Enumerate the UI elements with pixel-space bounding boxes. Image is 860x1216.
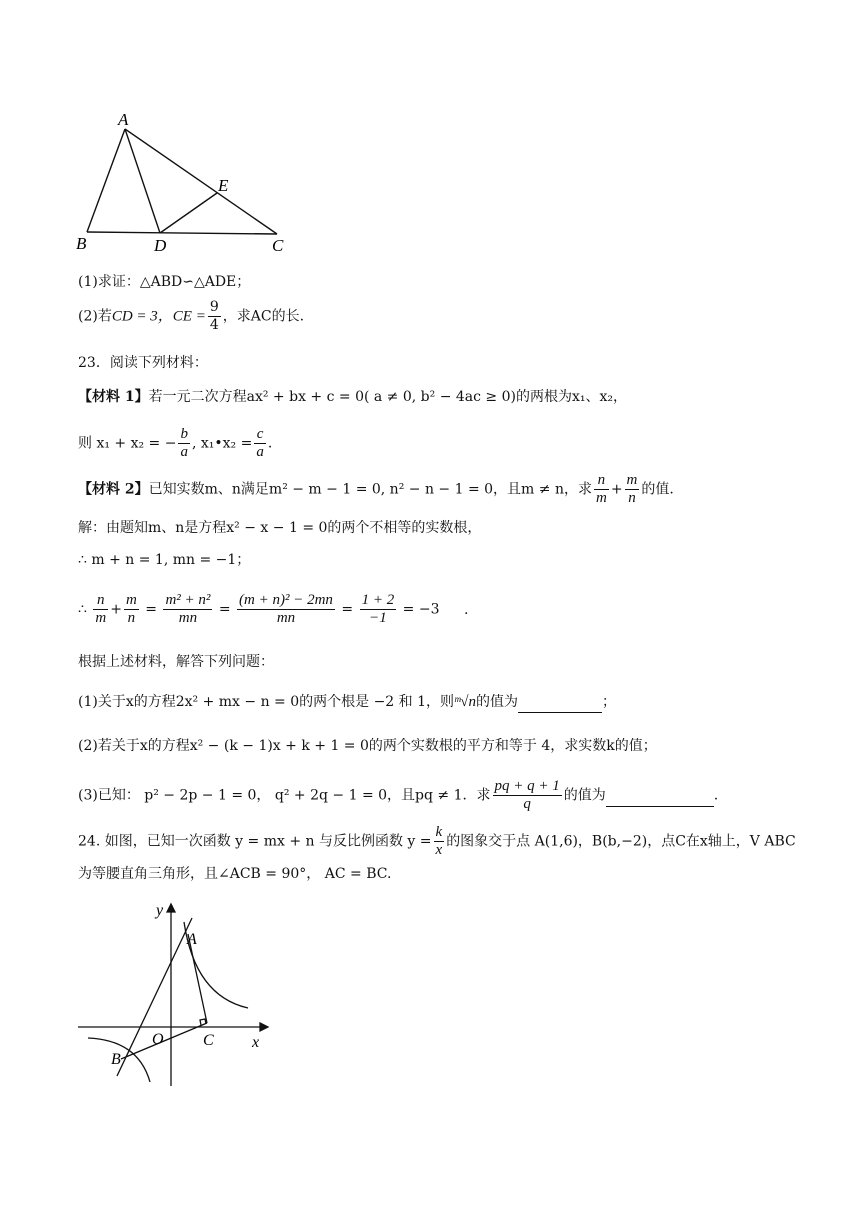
fraction-denominator: n xyxy=(127,610,136,626)
period: . xyxy=(713,787,719,804)
material1-tag: 【材料 1】 xyxy=(78,389,149,405)
fraction-denominator: mn xyxy=(276,610,296,626)
fraction-numerator: m xyxy=(626,472,638,488)
fraction-c-a xyxy=(254,426,266,461)
x-axis-arrow xyxy=(260,1023,268,1031)
fraction-pq xyxy=(493,778,562,813)
fraction-numerator: n xyxy=(93,592,108,610)
fraction-denominator: −1 xyxy=(369,610,387,626)
label-d: D xyxy=(154,236,167,255)
solution-line1: 解：由题知m、n是方程x² − x − 1 = 0的两个不相等的实数根， xyxy=(78,520,482,536)
plus-sign: + xyxy=(610,481,623,498)
segment-de xyxy=(160,193,217,233)
label-b: B xyxy=(111,1051,121,1068)
q22-part2-condition: CD = 3，CE = xyxy=(111,308,206,325)
label-o: O xyxy=(152,1031,164,1048)
q23-title: 23．阅读下列材料： xyxy=(78,355,208,371)
material1-text: 若一元二次方程ax² + bx + c = 0( a ≠ 0, b² − 4ac ≥ 0)的两根为x₁、x₂， xyxy=(148,389,627,405)
fraction-denominator: q xyxy=(523,796,531,812)
q23-part2: (2)若关于x的方程x² − (k − 1)x + k + 1 = 0的两个实数根的平方和等于 4，求实数k的值； xyxy=(78,738,657,754)
material2-end: 的值. xyxy=(641,481,674,498)
material2-line xyxy=(78,472,674,507)
q22-part2-suffix: ，求AC的长. xyxy=(222,308,305,325)
fraction-numerator: 1 + 2 xyxy=(361,592,395,608)
fraction-numerator: pq + q + 1 xyxy=(494,778,560,794)
fraction-numerator: m xyxy=(125,592,137,608)
label-c: C xyxy=(272,236,284,255)
answer-blank-3[interactable] xyxy=(606,786,714,807)
q23-part3-text: (3)已知： p² − 2p − 1 = 0， q² + 2q − 1 = 0，且pq ≠ 1．求 xyxy=(78,787,491,804)
material1-product: , x₁•x₂ = xyxy=(191,435,253,452)
label-b: B xyxy=(76,234,87,253)
fraction-identity xyxy=(237,592,335,627)
fraction-numerator: n xyxy=(594,472,609,490)
y-axis-arrow xyxy=(167,904,175,912)
fraction-denominator: 4 xyxy=(209,317,219,333)
material2-tag: 【材料 2】 xyxy=(78,481,149,498)
equals-sign: = xyxy=(341,601,354,618)
material1-line2 xyxy=(78,426,272,461)
fraction-squares xyxy=(163,592,212,627)
material2-text: 已知实数m、n满足m² − m − 1 = 0, n² − n − 1 = 0，且m ≠ n，求 xyxy=(148,481,592,498)
q23-part1-text: (1)关于x的方程2x² + mx − n = 0的两个根是 −2 和 1，则 xyxy=(78,694,455,710)
label-e: E xyxy=(218,176,229,195)
fraction-n-m xyxy=(93,592,108,627)
label-y: y xyxy=(156,902,164,919)
q22-part2 xyxy=(78,299,304,334)
segment-ad xyxy=(125,129,160,233)
segment-bc xyxy=(87,232,277,234)
triangle-figure xyxy=(70,105,300,255)
fraction-9-4 xyxy=(208,299,221,334)
segment-ab xyxy=(87,129,125,232)
fraction-denominator: x xyxy=(435,842,443,858)
fraction-values xyxy=(360,592,397,627)
equals-sign: = xyxy=(145,601,157,618)
segment-ac xyxy=(125,129,277,234)
fraction-denominator: a xyxy=(256,444,264,460)
fraction-numerator: k xyxy=(435,824,443,840)
fraction-denominator: m xyxy=(595,490,607,506)
label-a: A xyxy=(118,110,129,129)
fraction-numerator: c xyxy=(254,426,266,444)
fraction-denominator: mn xyxy=(178,610,198,626)
fraction-m-n xyxy=(124,592,139,627)
q23-part1-value: 的值为 xyxy=(476,694,519,710)
period: . xyxy=(267,435,273,452)
solution-line2: ∴ m + n = 1, mn = −1； xyxy=(78,552,251,568)
material1-line1 xyxy=(78,387,627,407)
label-a: A xyxy=(187,931,197,948)
fraction-denominator: m xyxy=(95,610,107,626)
fraction-denominator: n xyxy=(628,490,636,506)
fraction-k-x xyxy=(434,824,445,859)
root-expression: ᵐ√n xyxy=(454,694,477,710)
solution-line3 xyxy=(78,592,468,627)
equals-sign: = xyxy=(218,601,231,618)
label-c: C xyxy=(203,1032,214,1049)
therefore-sign: ∴ xyxy=(78,601,87,618)
q24-line2: 为等腰直角三角形，且∠ACB = 90°， AC = BC. xyxy=(78,866,392,882)
q23-part1 xyxy=(78,692,616,713)
fraction-numerator: m² + n² xyxy=(165,592,211,608)
answer-blank-1[interactable] xyxy=(518,692,602,713)
q24-text-continued: 的图象交于点 A(1,6)，B(b,−2)，点C在x轴上，V ABC xyxy=(446,833,796,850)
label-x: x xyxy=(252,1034,260,1051)
q24-text: 24. 如图，已知一次函数 y = mx + n 与反比例函数 y = xyxy=(78,833,432,850)
q22-part1: (1)求证：△ABD∽△ADE； xyxy=(78,274,251,290)
q23-part3-value: 的值为 xyxy=(563,787,606,804)
q23-intro: 根据上述材料，解答下列问题： xyxy=(78,654,274,670)
fraction-numerator: (m + n)² − 2mn xyxy=(239,592,333,608)
fraction-n-m xyxy=(594,472,609,507)
line-ab xyxy=(117,918,192,1076)
fraction-numerator: b xyxy=(180,426,188,442)
fraction-b-a xyxy=(178,426,190,461)
semicolon: ； xyxy=(602,694,617,710)
fraction-m-n xyxy=(625,472,640,507)
q23-part3 xyxy=(78,778,718,813)
solution-result: = −3 xyxy=(402,601,440,618)
period: . xyxy=(463,601,469,618)
q22-part2-prefix: (2)若 xyxy=(78,308,112,325)
coordinate-figure xyxy=(70,898,280,1090)
fraction-numerator: 9 xyxy=(209,299,219,315)
fraction-denominator: a xyxy=(180,444,188,460)
q24-line1 xyxy=(78,824,796,859)
plus-sign: + xyxy=(110,601,122,618)
material1-sum: 则 x₁ + x₂ = − xyxy=(78,435,177,452)
